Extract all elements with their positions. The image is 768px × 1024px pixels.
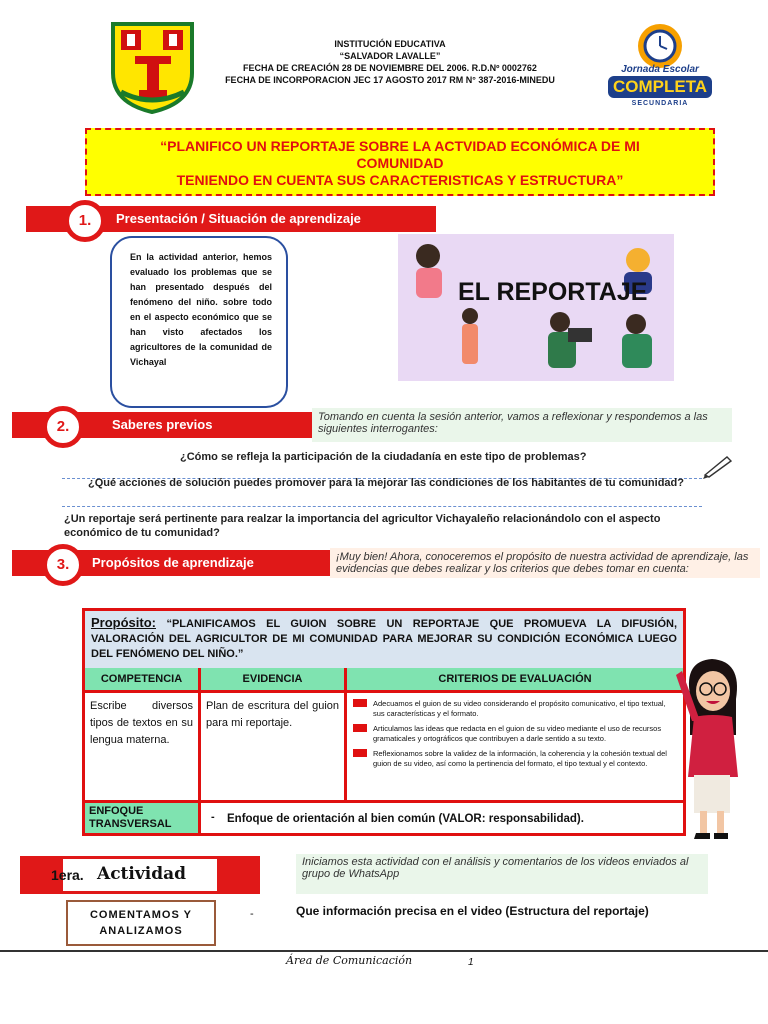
jec-logo-top: Jornada Escolar xyxy=(621,64,699,75)
header-line-4: FECHA DE INCORPORACION JEC 17 AGOSTO 2017 RM N° 387-2016-MINEDU xyxy=(225,75,555,85)
header-line-3: FECHA DE CREACIÓN 28 DE NOVIEMBRE DEL 2006. R.D.Nº 0002762 xyxy=(243,63,537,73)
proposito-text: “PLANIFICAMOS EL GUION SOBRE UN REPORTAJE QUE PROMUEVA LA DIFUSIÓN, VALORACIÓN DEL AGRICULTOR DE MI COMUNIDAD PARA MEJORAR SU CONDICIÓN ECONÓMICA LUEGO DEL FENÓMENO DEL NIÑO.” xyxy=(91,618,678,660)
answer-line-2 xyxy=(62,506,702,507)
actividad-dash: - xyxy=(250,908,254,920)
actividad-prefix: 1era. xyxy=(51,867,84,883)
section-1-number: 1. xyxy=(64,200,106,242)
actividad-question: Que información precisa en el video (Estructura del reportaje) xyxy=(296,904,649,918)
competencia-cell: Escribe diversos tipos de textos en su lengua materna. xyxy=(85,693,201,803)
pencil-hand-icon xyxy=(703,453,733,479)
situation-speech-bubble xyxy=(110,236,288,408)
actividad-title: Actividad xyxy=(97,864,186,884)
jec-logo xyxy=(600,18,720,118)
section-2-banner xyxy=(12,406,312,440)
footer-rule xyxy=(0,950,768,952)
proposito-label: Propósito: xyxy=(91,615,156,630)
criterio-item xyxy=(353,749,679,769)
propositos-note: ¡Muy bien! Ahora, conoceremos el propósito de nuestra actividad de aprendizaje, las evidencias que debes realizar y los criterios que debes tomar en cuenta: xyxy=(330,548,760,578)
header-line-2: “SALVADOR LAVALLE” xyxy=(339,51,441,61)
enfoque-label: ENFOQUE TRANSVERSAL xyxy=(85,803,201,833)
criterio-text: Articulamos las ideas que redacta en el guion de su video mediante el uso de recursos gramaticales y ortográficos que contribuyen a darle sentido a su texto. xyxy=(373,724,662,743)
section-1-banner xyxy=(26,200,436,234)
school-header xyxy=(200,38,580,86)
criterio-bullet-icon xyxy=(353,699,367,707)
criterio-text: Reflexionamos sobre la validez de la información, la coherencia y la cohesión textual del guion de su video, así como la pertinencia del formato, el tipo textual y el contexto. xyxy=(373,749,667,768)
jec-logo-sub: SECUNDARIA xyxy=(631,100,689,107)
footer-page-number: 1 xyxy=(468,957,474,968)
session-title-box xyxy=(85,128,715,196)
criterio-item xyxy=(353,699,679,719)
teacher-illustration xyxy=(672,655,752,840)
proposito-table xyxy=(82,608,686,836)
situation-text: En la actividad anterior, hemos evaluado los problemas que se han presentado después del fenómeno del niño. sobre todo en el aspecto económico que se han visto afectados los agricultores de la comunidad de Vichayal xyxy=(130,252,272,367)
enfoque-dash: - xyxy=(211,811,215,823)
comentamos-box: COMENTAMOS Y ANALIZAMOS xyxy=(66,900,216,946)
reportaje-illustration xyxy=(398,234,674,381)
footer-area: Área de Comunicación xyxy=(286,954,413,967)
reportaje-title: EL REPORTAJE xyxy=(458,278,648,306)
section-1-label: Presentación / Situación de aprendizaje xyxy=(26,206,436,232)
proposito-row xyxy=(85,611,683,671)
evidencia-cell: Plan de escritura del guion para mi reportaje. xyxy=(201,693,347,803)
header-criterios: CRITERIOS DE EVALUACIÓN xyxy=(347,668,683,693)
title-line-3: TENIENDO EN CUENTA SUS CARACTERISTICAS Y ESTRUCTURA” xyxy=(176,172,624,188)
actividad-block xyxy=(20,856,260,948)
actividad-note: Iniciamos esta actividad con el análisis y comentarios de los videos enviados al grupo de WhatsApp xyxy=(296,854,708,894)
title-line-1: “PLANIFICO UN REPORTAJE SOBRE LA ACTVIDAD ECONÓMICA DE MI xyxy=(160,138,640,154)
jec-logo-main: COMPLETA xyxy=(612,77,708,96)
section-3-number: 3. xyxy=(42,544,84,586)
header-competencia: COMPETENCIA xyxy=(85,668,201,693)
criterio-bullet-icon xyxy=(353,749,367,757)
criterio-bullet-icon xyxy=(353,724,367,732)
section-3-banner xyxy=(12,544,330,578)
saberes-note: Tomando en cuenta la sesión anterior, vamos a reflexionar y respondemos a las siguientes interrogantes: xyxy=(312,408,732,442)
criterio-text: Adecuamos el guion de su video considerando el propósito comunicativo, el tipo textual, sus características y el formato. xyxy=(373,699,666,718)
question-1: ¿Cómo se refleja la participación de la ciudadanía en este tipo de problemas? xyxy=(180,451,587,463)
header-line-1: INSTITUCIÓN EDUCATIVA xyxy=(334,39,446,49)
header-evidencia: EVIDENCIA xyxy=(201,668,347,693)
section-3-label: Propósitos de aprendizaje xyxy=(12,550,330,576)
section-2-number: 2. xyxy=(42,406,84,448)
actividad-flag xyxy=(20,856,260,894)
question-2: ¿Qué acciones de solución puedes promover para la mejorar las condiciones de los habitantes de tu comunidad? xyxy=(88,477,684,489)
criterio-item xyxy=(353,724,679,744)
school-crest-logo xyxy=(105,18,200,116)
section-2-label: Saberes previos xyxy=(12,412,312,438)
enfoque-text: Enfoque de orientación al bien común (VALOR: responsabilidad). xyxy=(227,813,584,825)
question-3: ¿Un reportaje será pertinente para realzar la importancia del agricultor Vichayaleño relacionándolo con el aspecto económico de tu comunidad? xyxy=(64,513,661,539)
criterios-cell xyxy=(347,693,683,803)
title-line-2: COMUNIDAD xyxy=(356,155,444,171)
